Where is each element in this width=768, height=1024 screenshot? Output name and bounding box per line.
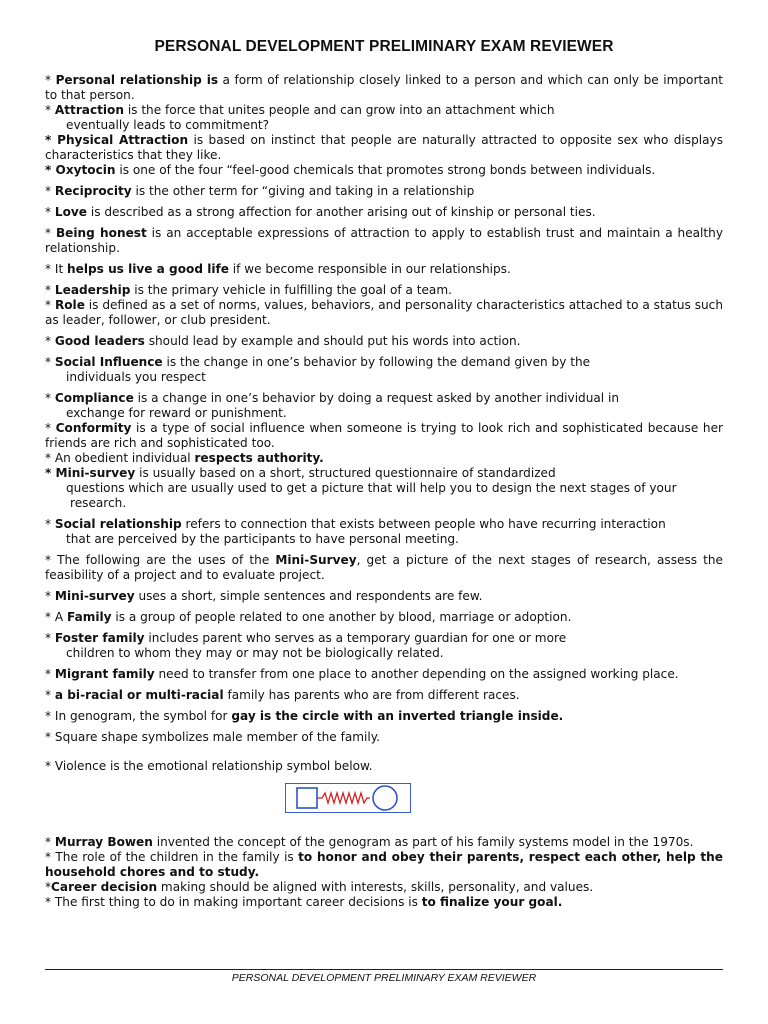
- item-text: * A: [45, 610, 68, 624]
- item-text: *: [45, 880, 52, 894]
- item-text: that are perceived by the participants to have personal meeting.: [66, 532, 459, 546]
- item-text: * The role of the children in the family is: [45, 850, 299, 864]
- item-term: Love: [54, 205, 88, 219]
- item-text: * Violence is the emotional relationship symbol below.: [45, 759, 373, 773]
- item-text: *: [45, 355, 55, 369]
- item-term: Good leaders: [54, 334, 145, 348]
- item-mini-survey-uses: [45, 553, 723, 583]
- item-text: , get a picture of the next stages of research, assess the feasibility of a project and to evaluate project.: [45, 553, 724, 582]
- item-text: is the primary vehicle in fulfilling the goal of a team.: [130, 283, 452, 297]
- item-text: *: [45, 667, 55, 681]
- item-text: is described as a strong affection for another arising out of kinship or personal ties.: [87, 205, 596, 219]
- item-good-life: [45, 262, 723, 277]
- item-text: is the change in one’s behavior by following the demand given by the: [162, 355, 591, 369]
- item-term: gay is the circle with an inverted triangle inside.: [231, 709, 564, 723]
- item-text: eventually leads to commitment?: [66, 118, 270, 132]
- item-term: Mini-survey: [54, 589, 135, 603]
- item-genogram-gay: [45, 709, 723, 724]
- item-migrant-family: [45, 667, 723, 682]
- item-text: is an acceptable expressions of attraction to apply to establish trust and maintain a healthy relationship.: [45, 226, 723, 255]
- item-text: *: [45, 226, 56, 240]
- item-term: Foster family: [54, 631, 145, 645]
- item-text: *: [45, 631, 55, 645]
- item-mini-survey-cont: [45, 481, 723, 496]
- item-social-relationship: [45, 517, 723, 532]
- item-term: Compliance: [54, 391, 134, 405]
- item-text: *: [45, 298, 55, 312]
- item-text: is the force that unites people and can grow into an attachment which: [123, 103, 555, 117]
- item-social-relationship-cont: [45, 532, 723, 547]
- item-text: is the other term for “giving and taking in a relationship: [131, 184, 475, 198]
- item-attraction: [45, 103, 723, 118]
- item-reciprocity: [45, 184, 723, 199]
- item-text: is a type of social influence when someone is trying to look rich and sophisticated because her friends are rich and sophisticated too.: [45, 421, 723, 450]
- page-title: PERSONAL DEVELOPMENT PRELIMINARY EXAM REVIEWER: [154, 38, 614, 55]
- item-text: includes parent who serves as a temporary guardian for one or more: [144, 631, 567, 645]
- item-compliance-cont: [45, 406, 723, 421]
- item-social-influence-cont: [45, 370, 723, 385]
- item-career-decision: [45, 880, 723, 895]
- item-term: respects authority.: [194, 451, 324, 465]
- item-family: [45, 610, 723, 625]
- item-term: Family: [67, 610, 112, 624]
- item-murray-bowen: [45, 835, 723, 850]
- item-mini-survey-cont2: [45, 496, 723, 511]
- item-text: research.: [70, 496, 127, 510]
- item-text: * It: [45, 262, 68, 276]
- item-text: *: [45, 421, 56, 435]
- item-text: *: [45, 334, 55, 348]
- item-term: Personal relationship is: [55, 73, 219, 87]
- item-text: * In genogram, the symbol for: [45, 709, 232, 723]
- item-text: *: [45, 73, 56, 87]
- item-obedient: [45, 451, 723, 466]
- item-oxytocin: [45, 163, 723, 178]
- item-term: Attraction: [54, 103, 124, 117]
- item-compliance: [45, 391, 723, 406]
- item-term: Conformity: [55, 421, 132, 435]
- item-text: family has parents who are from different races.: [223, 688, 520, 702]
- item-term: helps us live a good life: [67, 262, 229, 276]
- item-text: exchange for reward or punishment.: [66, 406, 287, 420]
- item-term: Career decision: [51, 880, 158, 894]
- item-text: *: [45, 103, 55, 117]
- item-attraction-cont: [45, 118, 723, 133]
- item-text: uses a short, simple sentences and respondents are few.: [134, 589, 483, 603]
- item-text: individuals you respect: [66, 370, 206, 384]
- item-violence: [45, 759, 723, 774]
- item-biracial: [45, 688, 723, 703]
- item-text: *: [45, 391, 55, 405]
- item-good-leaders: [45, 334, 723, 349]
- item-text: is based on instinct that people are naturally attracted to opposite sex who displays characteristics that they like.: [45, 133, 723, 162]
- item-text: a form of relationship closely linked to a person and which can only be important to that person.: [45, 73, 723, 102]
- item-children-role: [45, 850, 723, 880]
- item-term: * Mini-survey: [45, 466, 136, 480]
- item-term: Social Influence: [54, 355, 163, 369]
- item-text: is one of the four “feel-good chemicals that promotes strong bonds between individuals.: [115, 163, 656, 177]
- item-text: *: [45, 205, 55, 219]
- reviewer-content: [45, 73, 723, 910]
- item-text: is defined as a set of norms, values, behaviors, and personality characteristics attached to a status such as leader, follower, or club president.: [45, 298, 723, 327]
- item-text: need to transfer from one place to another depending on the assigned working place.: [154, 667, 679, 681]
- item-text: *: [45, 283, 55, 297]
- item-text: * The first thing to do in making important career decisions is: [45, 895, 422, 909]
- item-text: * Square shape symbolizes male member of the family.: [45, 730, 381, 744]
- item-term: a bi-racial or multi-racial: [54, 688, 224, 702]
- item-text: is usually based on a short, structured questionnaire of standardized: [135, 466, 556, 480]
- item-love: [45, 205, 723, 220]
- item-being-honest: [45, 226, 723, 256]
- item-role: [45, 298, 723, 328]
- item-social-influence: [45, 355, 723, 370]
- item-term: Reciprocity: [54, 184, 132, 198]
- footer-divider: [45, 969, 723, 970]
- item-text: refers to connection that exists between people who have recurring interaction: [181, 517, 666, 531]
- item-physical-attraction: [45, 133, 723, 163]
- item-text: if we become responsible in our relationships.: [228, 262, 511, 276]
- item-term: Leadership: [54, 283, 131, 297]
- item-foster-family-cont: [45, 646, 723, 661]
- violence-zigzag-icon: [317, 793, 370, 803]
- violence-symbol: [285, 783, 411, 813]
- item-conformity: [45, 421, 723, 451]
- item-term: Role: [54, 298, 85, 312]
- item-text: *: [45, 517, 55, 531]
- item-square: [45, 730, 723, 745]
- item-text: * The following are the uses of the: [45, 553, 276, 567]
- item-term: * Oxytocin: [45, 163, 116, 177]
- item-term: Social relationship: [54, 517, 182, 531]
- item-text: *: [45, 835, 55, 849]
- item-leadership: [45, 283, 723, 298]
- item-text: should lead by example and should put his words into action.: [144, 334, 521, 348]
- item-text: questions which are usually used to get a picture that will help you to design the next stages of your: [66, 481, 677, 495]
- item-finalize-goal: [45, 895, 723, 910]
- item-foster-family: [45, 631, 723, 646]
- item-text: children to whom they may or may not be biologically related.: [66, 646, 444, 660]
- item-term: Mini-Survey: [275, 553, 357, 567]
- item-term: Murray Bowen: [54, 835, 153, 849]
- item-text: *: [45, 688, 55, 702]
- item-text: *: [45, 589, 55, 603]
- violence-symbol-svg: [286, 784, 410, 812]
- item-mini-survey-short: [45, 589, 723, 604]
- item-mini-survey: [45, 466, 723, 481]
- item-term: Migrant family: [54, 667, 155, 681]
- item-term: to finalize your goal.: [421, 895, 563, 909]
- item-text: * An obedient individual: [45, 451, 195, 465]
- item-personal-relationship: [45, 73, 723, 103]
- page-footer: PERSONAL DEVELOPMENT PRELIMINARY EXAM REVIEWER: [231, 972, 537, 984]
- item-text: is a change in one’s behavior by doing a request asked by another individual in: [133, 391, 620, 405]
- item-term: to honor and obey their parents, respect each other, help the household chores and to study.: [45, 850, 723, 879]
- item-term: * Physical Attraction: [45, 133, 189, 147]
- item-text: is a group of people related to one another by blood, marriage or adoption.: [111, 610, 572, 624]
- item-text: making should be aligned with interests, skills, personality, and values.: [157, 880, 594, 894]
- item-text: *: [45, 184, 55, 198]
- item-text: invented the concept of the genogram as part of his family systems model in the 1970s.: [152, 835, 694, 849]
- male-square-icon: [297, 788, 317, 808]
- female-circle-icon: [373, 786, 397, 810]
- item-term: Being honest: [55, 226, 147, 240]
